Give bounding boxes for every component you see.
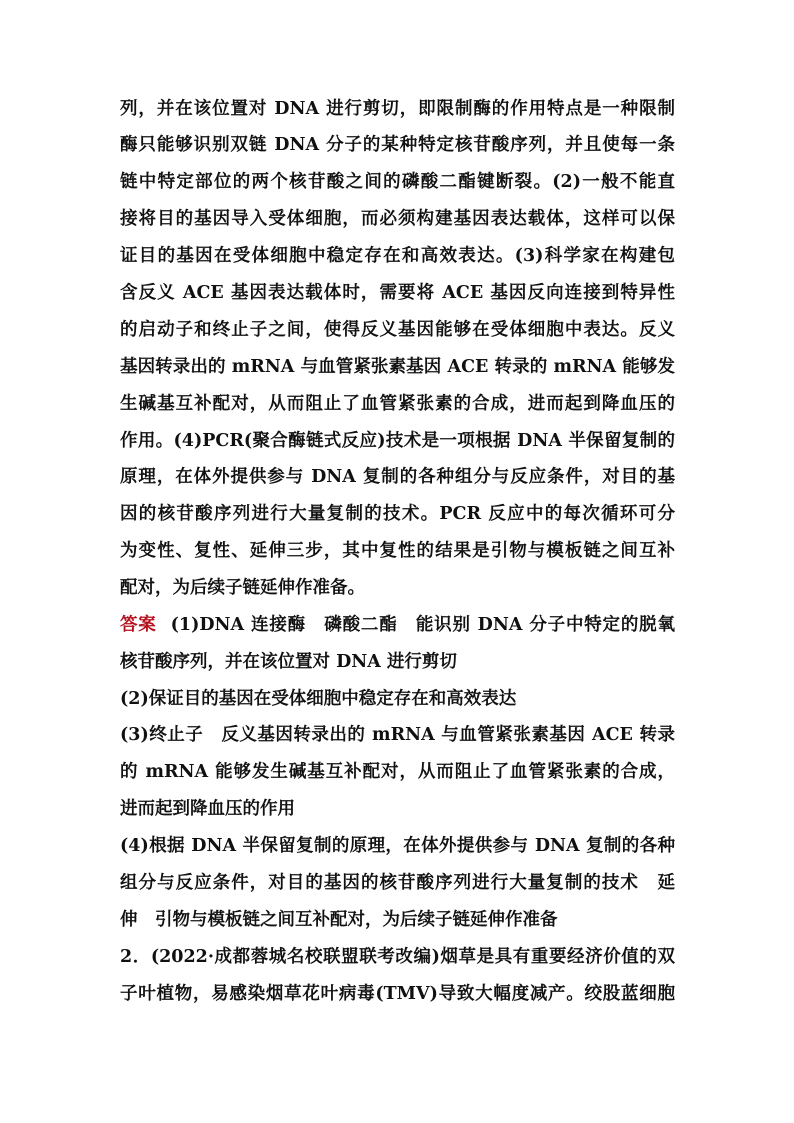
body-line-8: 基因转录出的 mRNA 与血管紧张素基因 ACE 转录的 mRNA 能够发 <box>120 357 675 377</box>
body-line-12: 因的核苷酸序列进行大量复制的技术。PCR 反应中的每次循环可分 <box>120 504 675 524</box>
answer-line-4: (3)终止子 反义基因转录出的 mRNA 与血管紧张素基因 ACE 转录 <box>120 725 675 745</box>
answer-line-2: 核苷酸序列，并在该位置对 DNA 进行剪切 <box>120 652 457 672</box>
body-line-10: 作用。(4)PCR(聚合酶链式反应)技术是一项根据 DNA 半保留复制的 <box>120 431 675 451</box>
answer-line-3: (2)保证目的基因在受体细胞中稳定存在和高效表达 <box>120 689 517 709</box>
body-line-14: 配对，为后续子链延伸作准备。 <box>120 578 365 598</box>
question2-line-2: 子叶植物，易感染烟草花叶病毒(TMV)导致大幅度减产。绞股蓝细胞 <box>120 984 675 1004</box>
body-line-2: 酶只能够识别双链 DNA 分子的某种特定核苷酸序列，并且使每一条 <box>120 135 675 155</box>
question2-line-1: 2．(2022·成都蓉城名校联盟联考改编)烟草是具有重要经济价值的双 <box>120 947 675 967</box>
answer-line-9: 伸 引物与模板链之间互补配对，为后续子链延伸作准备 <box>120 910 558 930</box>
body-line-1: 列，并在该位置对 DNA 进行剪切，即限制酶的作用特点是一种限制 <box>120 99 675 119</box>
answer-part-1: (1)DNA 连接酶 磷酸二酯 能识别 DNA 分子中特定的脱氧 <box>170 615 675 635</box>
body-line-7: 的启动子和终止子之间，使得反义基因能够在受体细胞中表达。反义 <box>120 320 675 340</box>
body-line-5: 证目的基因在受体细胞中稳定存在和高效表达。(3)科学家在构建包 <box>120 246 675 266</box>
answer-line-1 <box>120 613 675 637</box>
answer-line-7: (4)根据 DNA 半保留复制的原理，在体外提供参与 DNA 复制的各种 <box>120 836 675 856</box>
body-line-6: 含反义 ACE 基因表达载体时，需要将 ACE 基因反向连接到特异性 <box>120 283 675 303</box>
body-line-4: 接将目的基因导入受体细胞，而必须构建基因表达载体，这样可以保 <box>120 209 675 229</box>
body-line-13: 为变性、复性、延伸三步，其中复性的结果是引物与模板链之间互补 <box>120 541 675 561</box>
answer-line-5: 的 mRNA 能够发生碱基互补配对，从而阻止了血管紧张素的合成， <box>120 762 675 782</box>
body-line-3: 链中特定部位的两个核苷酸之间的磷酸二酯键断裂。(2)一般不能直 <box>120 172 675 192</box>
answer-label: 答案 <box>120 615 157 635</box>
answer-line-6: 进而起到降血压的作用 <box>120 799 295 819</box>
answer-line-8: 组分与反应条件，对目的基因的核苷酸序列进行大量复制的技术 延 <box>120 873 675 893</box>
body-line-11: 原理，在体外提供参与 DNA 复制的各种组分与反应条件，对目的基 <box>120 467 675 487</box>
body-line-9: 生碱基互补配对，从而阻止了血管紧张素的合成，进而起到降血压的 <box>120 394 675 414</box>
